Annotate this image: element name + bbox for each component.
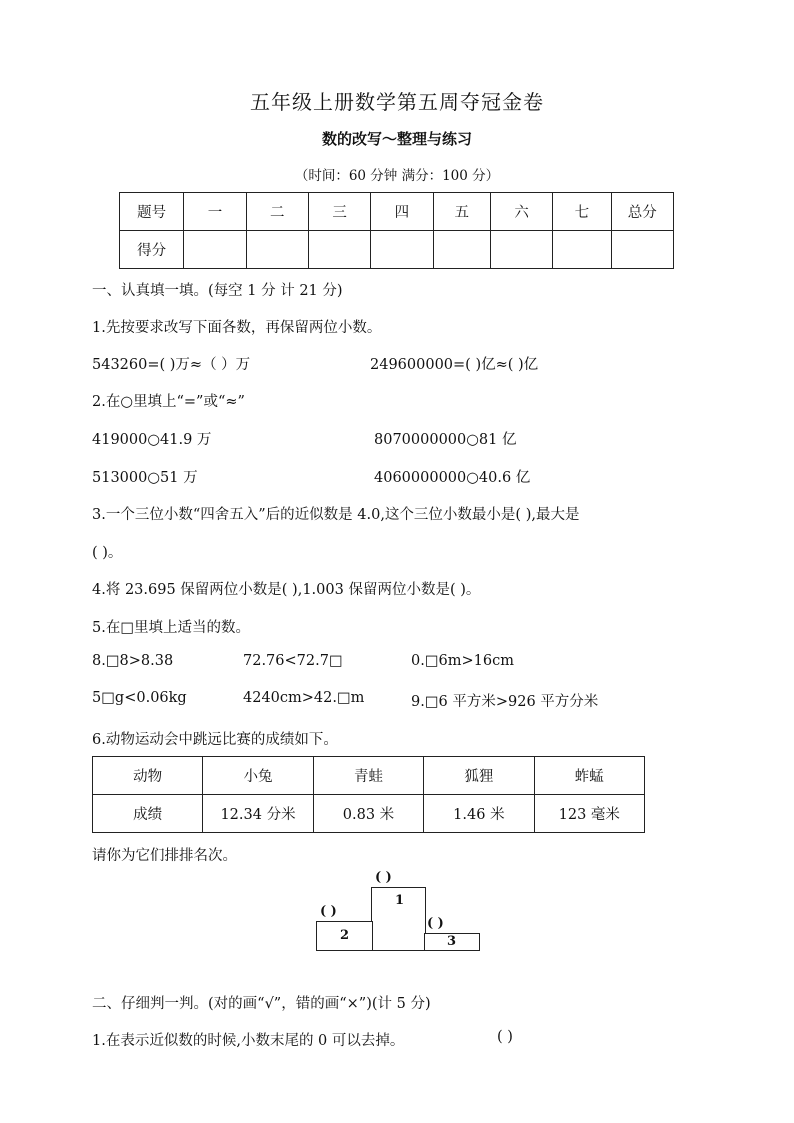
podium-second-block xyxy=(316,921,373,951)
animals-header-cell: 青蛙 xyxy=(313,757,423,795)
podium-third-block xyxy=(424,933,480,951)
score-cell[interactable] xyxy=(308,231,370,269)
q5-row2-item: 9.□6 平方米>926 平方分米 xyxy=(411,694,599,710)
q2-row1-left: 419000○41.9 万 xyxy=(92,432,212,448)
score-cell[interactable] xyxy=(553,231,611,269)
page-title: 五年级上册数学第五周夺冠金卷 xyxy=(250,90,544,114)
q6-prompt: 请你为它们排排名次。 xyxy=(92,848,237,864)
score-header-cell: 题号 xyxy=(120,193,184,231)
q6-text: 6.动物运动会中跳远比赛的成绩如下。 xyxy=(92,732,338,748)
section2-heading: 二、仔细判一判。(对的画“√”，错的画“×”)(计 5 分) xyxy=(92,996,431,1012)
score-header-cell: 一 xyxy=(184,193,246,231)
q1-text: 1.先按要求改写下面各数，再保留两位小数。 xyxy=(92,320,382,336)
q4-text: 4.将 23.695 保留两位小数是( ),1.003 保留两位小数是( )。 xyxy=(92,582,481,598)
podium-second-label: 2 xyxy=(340,928,350,943)
q3-line1: 3.一个三位小数“四舍五入”后的近似数是 4.0,这个三位小数最小是( ),最大是 xyxy=(92,507,580,523)
score-cell[interactable] xyxy=(184,231,246,269)
score-header-cell: 六 xyxy=(490,193,552,231)
q5-row1-item: 0.□6m>16cm xyxy=(411,653,514,669)
score-table xyxy=(119,192,674,269)
long-jump-table xyxy=(92,756,645,833)
score-cell[interactable] xyxy=(490,231,552,269)
section1-heading: 一、认真填一填。(每空 1 分 计 21 分) xyxy=(92,283,343,299)
q5-text: 5.在□里填上适当的数。 xyxy=(92,620,251,636)
score-header-cell: 总分 xyxy=(611,193,673,231)
animals-header-cell: 动物 xyxy=(93,757,203,795)
q3-line2: ( )。 xyxy=(92,545,123,561)
podium-third-label: 3 xyxy=(447,934,457,949)
animals-score-cell: 成绩 xyxy=(93,795,203,833)
score-cell[interactable] xyxy=(246,231,308,269)
q5-row1-item: 72.76<72.7□ xyxy=(243,653,343,669)
animals-header-cell: 小兔 xyxy=(203,757,313,795)
q2-row1-right: 8070000000○81 亿 xyxy=(374,432,517,448)
podium-first-label: 1 xyxy=(395,893,405,908)
animals-score-cell: 12.34 分米 xyxy=(203,795,313,833)
s2-q1-text: 1.在表示近似数的时候,小数末尾的 0 可以去掉。 xyxy=(92,1033,405,1049)
score-header-cell: 三 xyxy=(308,193,370,231)
second-place-blank[interactable]: ( ) xyxy=(320,904,337,919)
third-place-blank[interactable]: ( ) xyxy=(427,916,444,931)
q5-row2-item: 5□g<0.06kg xyxy=(92,690,187,706)
score-cell[interactable] xyxy=(371,231,433,269)
animals-score-cell: 0.83 米 xyxy=(313,795,423,833)
q2-row2-left: 513000○51 万 xyxy=(92,470,198,486)
score-header-row xyxy=(120,193,674,231)
q1-right: 249600000=( )亿≈( )亿 xyxy=(370,357,539,373)
first-place-blank[interactable]: ( ) xyxy=(375,870,392,885)
animals-score-cell: 1.46 米 xyxy=(424,795,534,833)
score-cell[interactable] xyxy=(611,231,673,269)
page-subtitle: 数的改写～整理与练习 xyxy=(321,130,472,148)
podium-first-block xyxy=(371,887,426,951)
s2-q1-answer-blank[interactable]: ( ) xyxy=(497,1029,513,1045)
animals-score-cell: 123 毫米 xyxy=(534,795,644,833)
q2-text: 2.在○里填上“=”或“≈” xyxy=(92,394,245,410)
q5-row1-item: 8.□8>8.38 xyxy=(92,653,174,669)
score-header-cell: 七 xyxy=(553,193,611,231)
animals-score-row xyxy=(93,795,645,833)
q2-row2-right: 4060000000○40.6 亿 xyxy=(374,470,531,486)
score-header-cell: 五 xyxy=(433,193,490,231)
q1-left: 543260=( )万≈（ ）万 xyxy=(92,357,251,373)
score-header-cell: 二 xyxy=(246,193,308,231)
score-input-row xyxy=(120,231,674,269)
ranking-podium xyxy=(312,868,484,956)
q5-row2-item: 4240cm>42.□m xyxy=(243,690,365,706)
time-info: （时间：60 分钟 满分：100 分） xyxy=(294,168,500,184)
animals-header-cell: 狐狸 xyxy=(424,757,534,795)
score-row-label: 得分 xyxy=(120,231,184,269)
animals-header-row xyxy=(93,757,645,795)
score-header-cell: 四 xyxy=(371,193,433,231)
score-cell[interactable] xyxy=(433,231,490,269)
animals-header-cell: 蚱蜢 xyxy=(534,757,644,795)
